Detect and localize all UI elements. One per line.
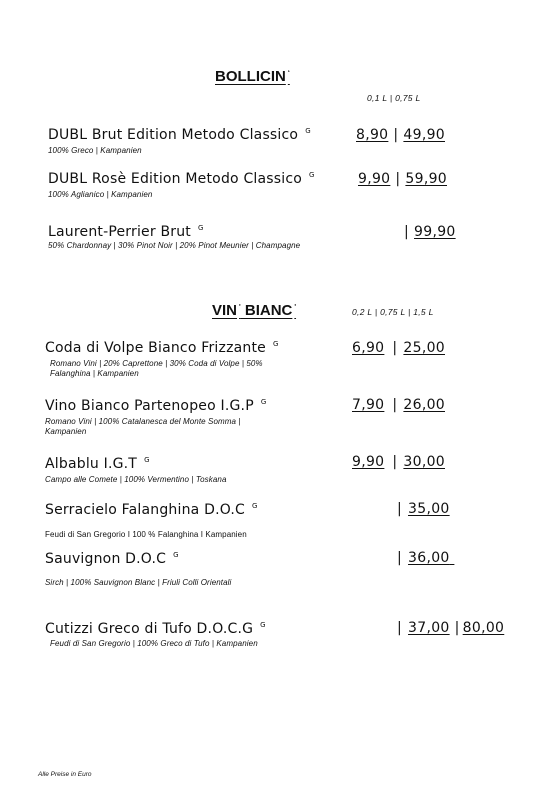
wine-description: 50% Chardonnay | 30% Pinot Noir | 20% Pinot Meunier | Champagne (48, 241, 301, 250)
bollicine-column-header: 0,1 L | 0,75 L (367, 93, 421, 103)
wine-price: | 36,00 (397, 550, 450, 566)
wine-description: Campo alle Comete | 100% Vermentino | Toskana (45, 475, 227, 484)
bianchi-column-header: 0,2 L | 0,75 L | 1,5 L (352, 307, 434, 317)
wine-name: DUBL Brut Edition Metodo Classico $^G$ (48, 127, 311, 143)
wine-price: | 99,90 (404, 224, 456, 240)
wine-price: 7,90 | 26,00 (352, 397, 445, 413)
wine-name: Vino Bianco Partenopeo I.G.P $^G$ (45, 398, 267, 414)
wine-price: | 37,00 | 80,00 (397, 620, 505, 636)
wine-description: Romano Vini | 20% Caprettone | 30% Coda di Volpe | 50% Falanghina | Kampanien (50, 359, 263, 378)
wine-price: 8,90 | 49,90 (356, 127, 445, 143)
wine-description: Sirch | 100% Sauvignon Blanc | Friuli Colli Orientali (45, 578, 232, 587)
wine-name: Serracielo Falanghina D.O.C $^G$ (45, 502, 258, 518)
wine-price: | 35,00 (397, 501, 450, 517)
wine-description: Romano Vini | 100% Catalanesca del Monte Somma | Kampanien (45, 417, 241, 436)
wine-name: Sauvignon D.O.C $^G$ (45, 551, 179, 567)
wine-name: DUBL Rosè Edition Metodo Classico $^G$ (48, 171, 315, 187)
wine-price: 6,90 | 25,00 (352, 340, 445, 356)
wine-name: Cutizzi Greco di Tufo D.O.C.G $^G$ (45, 621, 266, 637)
wine-description: 100% Greco | Kampanien (48, 146, 142, 155)
wine-price: 9,90 | 30,00 (352, 454, 445, 470)
wine-description: 100% Aglianico | Kampanien (48, 190, 153, 199)
wine-name: Laurent-Perrier Brut $^G$ (48, 224, 204, 240)
wine-name: Coda di Volpe Bianco Frizzante $^G$ (45, 340, 279, 356)
section-title-bollicine: BOLLICIN ‘ (215, 68, 290, 85)
price-note: Alle Preise in Euro (38, 771, 92, 778)
wine-price: 9,90 | 59,90 (358, 171, 447, 187)
wine-description: Feudi di San Gregorio | 100% Greco di Tufo | Kampanien (50, 639, 258, 648)
wine-name: Albablu I.G.T $^G$ (45, 456, 150, 472)
section-title-vini-bianchi: VIN ' BIANC ' (212, 302, 297, 319)
wine-description: Feudi di San Gregorio I 100 % Falanghina I Kampanien (45, 530, 247, 539)
